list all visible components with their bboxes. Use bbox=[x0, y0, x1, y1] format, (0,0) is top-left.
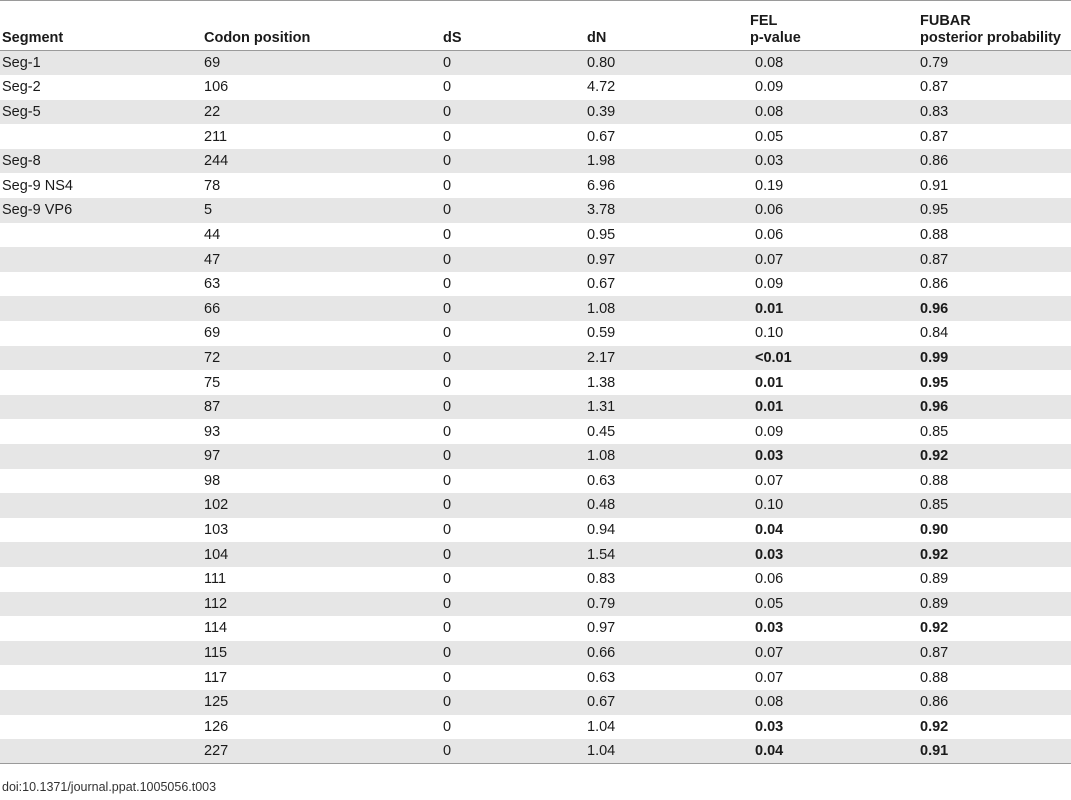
cell-fel-pvalue: 0.04 bbox=[748, 739, 918, 764]
cell-dn: 0.63 bbox=[587, 669, 616, 686]
cell-dn: 6.96 bbox=[587, 177, 616, 194]
cell-fubar-probability: 0.88 bbox=[920, 472, 949, 489]
cell-dn: 0.95 bbox=[587, 226, 616, 243]
cell-segment bbox=[0, 493, 202, 518]
table-row bbox=[0, 149, 1071, 174]
cell-segment bbox=[0, 272, 202, 297]
cell-fubar-probability: 0.89 bbox=[920, 571, 949, 588]
cell-ds: 0 bbox=[443, 300, 452, 317]
cell-ds: 0 bbox=[443, 522, 452, 539]
cell-dn: 0.94 bbox=[587, 522, 616, 539]
table-row bbox=[0, 469, 1071, 494]
cell-fubar-probability: 0.91 bbox=[918, 739, 1071, 764]
cell-dn: 0.97 bbox=[587, 251, 616, 268]
cell-fel-pvalue: 0.07 bbox=[755, 251, 784, 268]
cell-fel-pvalue: 0.03 bbox=[755, 620, 784, 637]
cell-fel-pvalue: 0.10 bbox=[755, 497, 784, 514]
cell-fubar-probability: 0.89 bbox=[920, 595, 949, 612]
header-ds: dS bbox=[441, 1, 585, 51]
cell-dn: 1.08 bbox=[587, 448, 616, 465]
cell-ds: 0 bbox=[443, 276, 452, 293]
cell-dn: 1.08 bbox=[587, 300, 616, 317]
cell-fel-pvalue: 0.09 bbox=[755, 79, 784, 96]
table-row bbox=[0, 592, 1071, 617]
cell-segment bbox=[0, 124, 202, 149]
header-codon-position: Codon position bbox=[202, 1, 441, 51]
cell-segment bbox=[0, 715, 202, 740]
cell-segment bbox=[0, 542, 202, 567]
cell-ds: 0 bbox=[443, 349, 452, 366]
cell-dn: 3.78 bbox=[587, 202, 616, 219]
cell-ds: 0 bbox=[443, 595, 452, 612]
cell-fubar-probability: 0.86 bbox=[920, 276, 949, 293]
cell-ds: 0 bbox=[443, 55, 452, 72]
cell-ds: 0 bbox=[443, 448, 452, 465]
table-row bbox=[0, 395, 1071, 420]
table-row bbox=[0, 198, 1071, 223]
cell-fubar-probability: 0.90 bbox=[920, 522, 949, 539]
header-fubar bbox=[918, 1, 1071, 51]
cell-dn: 0.66 bbox=[587, 645, 616, 662]
table-row bbox=[0, 616, 1071, 641]
table-row bbox=[0, 715, 1071, 740]
table-row bbox=[0, 247, 1071, 272]
cell-codon-position: 5 bbox=[204, 202, 213, 219]
cell-ds: 0 bbox=[443, 571, 452, 588]
cell-fel-pvalue: 0.05 bbox=[755, 128, 784, 145]
cell-fubar-probability: 0.92 bbox=[920, 448, 949, 465]
cell-segment bbox=[0, 223, 202, 248]
cell-ds: 0 bbox=[443, 374, 452, 391]
table-row bbox=[0, 444, 1071, 469]
cell-codon-position: 125 bbox=[204, 694, 229, 711]
header-segment: Segment bbox=[0, 1, 202, 51]
cell-codon-position: 227 bbox=[202, 739, 441, 764]
cell-fubar-probability: 0.88 bbox=[920, 226, 949, 243]
cell-fel-pvalue: 0.08 bbox=[755, 55, 784, 72]
table-header bbox=[0, 1, 1071, 51]
cell-codon-position: 75 bbox=[204, 374, 221, 391]
cell-codon-position: 115 bbox=[204, 645, 228, 662]
table-row bbox=[0, 641, 1071, 666]
cell-segment bbox=[0, 444, 202, 469]
cell-dn: 1.54 bbox=[587, 546, 616, 563]
cell-segment bbox=[0, 370, 202, 395]
cell-fel-pvalue: 0.03 bbox=[755, 546, 784, 563]
cell-fel-pvalue: 0.03 bbox=[755, 153, 784, 170]
cell-codon-position: 102 bbox=[204, 497, 229, 514]
cell-codon-position: 98 bbox=[204, 472, 221, 489]
cell-fel-pvalue: 0.06 bbox=[755, 226, 784, 243]
cell-codon-position: 78 bbox=[204, 177, 221, 194]
cell-ds: 0 bbox=[443, 103, 452, 120]
doi-caption: doi:10.1371/journal.ppat.1005056.t003 bbox=[2, 780, 217, 794]
cell-codon-position: 69 bbox=[204, 55, 221, 72]
cell-dn: 1.98 bbox=[587, 153, 616, 170]
cell-dn: 4.72 bbox=[587, 79, 616, 96]
cell-ds: 0 bbox=[443, 497, 452, 514]
cell-codon-position: 69 bbox=[204, 325, 221, 342]
cell-fubar-probability: 0.92 bbox=[920, 620, 949, 637]
table-row bbox=[0, 223, 1071, 248]
cell-codon-position: 126 bbox=[204, 718, 229, 735]
cell-segment bbox=[0, 296, 202, 321]
cell-fubar-probability: 0.87 bbox=[920, 645, 949, 662]
cell-fel-pvalue: 0.06 bbox=[755, 571, 784, 588]
table-row bbox=[0, 518, 1071, 543]
cell-segment bbox=[0, 321, 202, 346]
cell-dn: 1.38 bbox=[587, 374, 616, 391]
cell-segment: Seg-2 bbox=[2, 79, 41, 96]
cell-segment bbox=[0, 641, 202, 666]
cell-segment bbox=[0, 567, 202, 592]
cell-codon-position: 104 bbox=[204, 546, 229, 563]
cell-segment bbox=[0, 395, 202, 420]
cell-fubar-probability: 0.84 bbox=[920, 325, 949, 342]
cell-fel-pvalue: 0.03 bbox=[755, 448, 784, 465]
table-row bbox=[0, 370, 1071, 395]
cell-ds: 0 bbox=[443, 79, 452, 96]
header-fubar-line2: posterior probability bbox=[920, 30, 1061, 46]
cell-fubar-probability: 0.95 bbox=[920, 202, 949, 219]
table-row bbox=[0, 739, 1071, 764]
cell-dn: 0.97 bbox=[587, 620, 616, 637]
cell-codon-position: 111 bbox=[204, 571, 227, 588]
cell-ds: 0 bbox=[443, 251, 452, 268]
cell-fubar-probability: 0.85 bbox=[920, 497, 949, 514]
cell-codon-position: 103 bbox=[204, 522, 229, 539]
cell-ds: 0 bbox=[443, 694, 452, 711]
cell-fel-pvalue: 0.07 bbox=[755, 669, 784, 686]
cell-ds: 0 bbox=[443, 202, 452, 219]
cell-segment bbox=[0, 346, 202, 371]
table-row bbox=[0, 75, 1071, 100]
cell-segment: Seg-5 bbox=[2, 103, 41, 120]
cell-fel-pvalue: 0.03 bbox=[755, 718, 784, 735]
cell-segment: Seg-9 VP6 bbox=[2, 202, 73, 219]
table-row bbox=[0, 567, 1071, 592]
cell-fubar-probability: 0.87 bbox=[920, 251, 949, 268]
cell-fel-pvalue: 0.09 bbox=[755, 276, 784, 293]
cell-ds: 0 bbox=[443, 718, 452, 735]
header-fel bbox=[748, 1, 918, 51]
table-row bbox=[0, 542, 1071, 567]
cell-segment: Seg-1 bbox=[2, 55, 41, 72]
cell-dn: 0.39 bbox=[587, 103, 616, 120]
cell-ds: 0 bbox=[443, 472, 452, 489]
cell-dn: 0.45 bbox=[587, 423, 616, 440]
cell-fubar-probability: 0.79 bbox=[920, 55, 949, 72]
cell-fel-pvalue: 0.01 bbox=[755, 300, 784, 317]
table-row bbox=[0, 51, 1071, 76]
cell-fel-pvalue: 0.07 bbox=[755, 645, 784, 662]
table-row bbox=[0, 124, 1071, 149]
header-row bbox=[0, 1, 1071, 51]
cell-codon-position: 72 bbox=[204, 349, 221, 366]
cell-segment bbox=[0, 419, 202, 444]
cell-codon-position: 87 bbox=[204, 399, 221, 416]
cell-segment: Seg-9 NS4 bbox=[2, 177, 73, 194]
cell-segment bbox=[0, 247, 202, 272]
cell-ds: 0 bbox=[443, 325, 452, 342]
cell-fubar-probability: 0.92 bbox=[920, 546, 949, 563]
cell-fubar-probability: 0.83 bbox=[920, 103, 949, 120]
cell-fel-pvalue: 0.19 bbox=[755, 177, 784, 194]
cell-dn: 1.04 bbox=[587, 718, 616, 735]
cell-codon-position: 47 bbox=[204, 251, 221, 268]
cell-codon-position: 211 bbox=[204, 128, 228, 145]
header-fubar-line1: FUBAR bbox=[920, 13, 971, 29]
cell-codon-position: 93 bbox=[204, 423, 221, 440]
cell-fubar-probability: 0.86 bbox=[920, 694, 949, 711]
table-row bbox=[0, 665, 1071, 690]
cell-fel-pvalue: 0.04 bbox=[755, 522, 784, 539]
cell-fubar-probability: 0.87 bbox=[920, 128, 949, 145]
cell-segment bbox=[0, 665, 202, 690]
cell-codon-position: 112 bbox=[204, 595, 228, 612]
table-row bbox=[0, 690, 1071, 715]
cell-dn: 0.80 bbox=[587, 55, 616, 72]
cell-fel-pvalue: 0.01 bbox=[755, 399, 784, 416]
table-row bbox=[0, 272, 1071, 297]
cell-segment bbox=[0, 592, 202, 617]
cell-dn: 2.17 bbox=[587, 349, 616, 366]
cell-fel-pvalue: 0.09 bbox=[755, 423, 784, 440]
cell-fel-pvalue: 0.10 bbox=[755, 325, 784, 342]
cell-dn: 1.31 bbox=[587, 399, 616, 416]
cell-fubar-probability: 0.85 bbox=[920, 423, 949, 440]
cell-dn: 0.79 bbox=[587, 595, 616, 612]
cell-fel-pvalue: 0.08 bbox=[755, 103, 784, 120]
table-row bbox=[0, 296, 1071, 321]
table-row bbox=[0, 100, 1071, 125]
cell-ds: 0 bbox=[443, 620, 452, 637]
cell-codon-position: 22 bbox=[204, 103, 221, 120]
cell-segment bbox=[0, 690, 202, 715]
cell-dn: 0.48 bbox=[587, 497, 616, 514]
cell-segment bbox=[0, 739, 202, 764]
cell-codon-position: 66 bbox=[204, 300, 221, 317]
cell-fubar-probability: 0.87 bbox=[920, 79, 949, 96]
cell-fubar-probability: 0.91 bbox=[920, 177, 949, 194]
cell-fel-pvalue: <0.01 bbox=[755, 349, 792, 366]
cell-dn: 0.83 bbox=[587, 571, 616, 588]
table-row bbox=[0, 346, 1071, 371]
table-body bbox=[0, 51, 1071, 764]
cell-fubar-probability: 0.86 bbox=[920, 153, 949, 170]
cell-fel-pvalue: 0.01 bbox=[755, 374, 784, 391]
cell-fubar-probability: 0.96 bbox=[920, 399, 949, 416]
cell-segment: Seg-8 bbox=[2, 153, 41, 170]
cell-fel-pvalue: 0.05 bbox=[755, 595, 784, 612]
cell-fel-pvalue: 0.07 bbox=[755, 472, 784, 489]
cell-segment bbox=[0, 469, 202, 494]
cell-codon-position: 244 bbox=[204, 153, 229, 170]
cell-fubar-probability: 0.92 bbox=[920, 718, 949, 735]
cell-ds: 0 bbox=[443, 546, 452, 563]
cell-codon-position: 97 bbox=[204, 448, 221, 465]
cell-ds: 0 bbox=[443, 177, 452, 194]
cell-ds: 0 bbox=[443, 423, 452, 440]
cell-fubar-probability: 0.88 bbox=[920, 669, 949, 686]
cell-fel-pvalue: 0.08 bbox=[755, 694, 784, 711]
cell-ds: 0 bbox=[443, 645, 452, 662]
cell-dn: 0.63 bbox=[587, 472, 616, 489]
cell-segment bbox=[0, 616, 202, 641]
cell-fubar-probability: 0.99 bbox=[920, 349, 949, 366]
table-row bbox=[0, 419, 1071, 444]
header-fel-line1: FEL bbox=[750, 13, 778, 29]
cell-ds: 0 bbox=[443, 128, 452, 145]
cell-codon-position: 63 bbox=[204, 276, 221, 293]
table-row bbox=[0, 173, 1071, 198]
cell-codon-position: 106 bbox=[204, 79, 229, 96]
header-dn: dN bbox=[585, 1, 748, 51]
cell-codon-position: 117 bbox=[204, 669, 228, 686]
cell-ds: 0 bbox=[443, 153, 452, 170]
cell-fel-pvalue: 0.06 bbox=[755, 202, 784, 219]
cell-dn: 0.67 bbox=[587, 128, 616, 145]
cell-ds: 0 bbox=[441, 739, 585, 764]
cell-segment bbox=[0, 518, 202, 543]
cell-dn: 1.04 bbox=[585, 739, 748, 764]
cell-fubar-probability: 0.95 bbox=[920, 374, 949, 391]
cell-fubar-probability: 0.96 bbox=[920, 300, 949, 317]
cell-dn: 0.67 bbox=[587, 276, 616, 293]
table-row bbox=[0, 321, 1071, 346]
cell-ds: 0 bbox=[443, 669, 452, 686]
cell-dn: 0.59 bbox=[587, 325, 616, 342]
header-fel-line2: p-value bbox=[750, 30, 801, 46]
cell-dn: 0.67 bbox=[587, 694, 616, 711]
cell-ds: 0 bbox=[443, 226, 452, 243]
table-row bbox=[0, 493, 1071, 518]
cell-codon-position: 114 bbox=[204, 620, 228, 637]
cell-codon-position: 44 bbox=[204, 226, 221, 243]
cell-ds: 0 bbox=[443, 399, 452, 416]
